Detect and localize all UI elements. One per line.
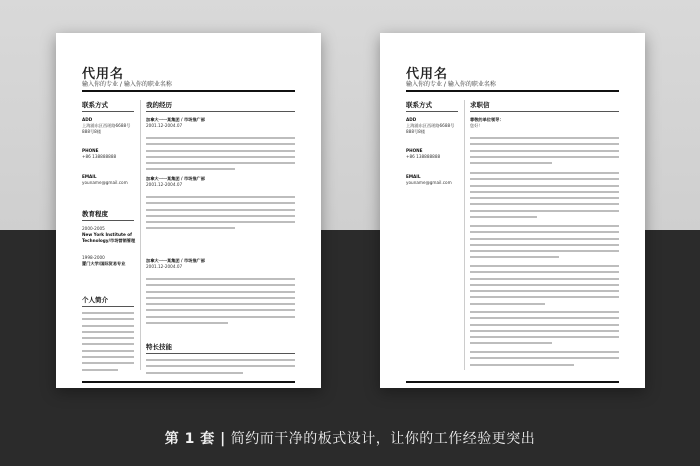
caption [0, 428, 700, 448]
letter-heading: 求职信 [470, 101, 490, 109]
column-divider [140, 100, 141, 370]
exp2-title: 加拿大一一某集团 / 市场推广部 [146, 176, 205, 181]
add-value-line2: 888号8楼 [406, 129, 426, 134]
add-value: 上海浦东区西瑶路6688号 [406, 123, 455, 128]
contact-heading: 联系方式 [82, 101, 108, 109]
intro-paragraph [82, 312, 134, 375]
letter-paragraph-5 [470, 311, 619, 349]
add-value-line2: 888号8楼 [82, 129, 102, 134]
contact-heading-rule [406, 111, 458, 112]
add-label: ADD [406, 117, 417, 122]
skills-heading: 特长技能 [146, 343, 172, 351]
phone-label: PHONE [82, 148, 99, 153]
edu2-years: 1998-2000 [82, 255, 105, 260]
resume-name: 代用名 [82, 67, 125, 82]
header-rule [82, 90, 295, 92]
edu1-years: 2000-2005 [82, 226, 105, 231]
exp2-date: 2001.12-2004.07 [146, 182, 183, 187]
letter-paragraph-2 [470, 172, 619, 222]
education-heading: 教育程度 [82, 210, 108, 218]
contact-heading: 联系方式 [406, 101, 432, 109]
cover-letter-sheet-right [380, 33, 645, 388]
phone-label: PHONE [406, 148, 423, 153]
email-value: youname@gmail.com [82, 180, 128, 185]
email-label: EMAIL [82, 174, 97, 179]
exp1-title: 加拿大一一某集团 / 市场推广部 [146, 117, 205, 122]
contact-heading-rule [82, 111, 134, 112]
header-rule [406, 90, 619, 92]
letter-greeting: 您好！ [470, 123, 483, 128]
exp3-date: 2001.12-2004.07 [146, 264, 183, 269]
experience-heading: 我的经历 [146, 101, 172, 109]
footer-rule [406, 381, 619, 383]
resume-subtitle: 输入你的专业 / 输入你的职业名称 [82, 81, 172, 88]
exp2-description [146, 196, 295, 234]
edu1-school: New York Institute of [82, 232, 132, 237]
letter-heading-rule [470, 111, 619, 112]
email-value: youname@gmail.com [406, 180, 452, 185]
column-divider [464, 100, 465, 370]
phone-value: +86 138888888 [406, 154, 441, 159]
letter-paragraph-1 [470, 137, 619, 168]
caption-text: 简约而干净的板式设计，让你的工作经验更突出 [230, 431, 536, 447]
footer-rule [82, 381, 295, 383]
intro-heading: 个人简介 [82, 296, 108, 304]
edu2-school: 厦门大学/国际贸易专业 [82, 261, 126, 266]
skills-description [146, 359, 295, 378]
intro-heading-rule [82, 306, 134, 307]
exp1-date: 2001.12-2004.07 [146, 123, 183, 128]
exp3-description [146, 278, 295, 328]
phone-value: +86 138888888 [82, 154, 117, 159]
cover-name: 代用名 [406, 67, 449, 82]
letter-paragraph-6 [470, 351, 619, 370]
skills-heading-rule [146, 353, 295, 354]
resume-sheet-left [56, 33, 321, 388]
exp1-description [146, 137, 295, 175]
education-heading-rule [82, 220, 134, 221]
edu1-school-line2: Technology/市场营销管理 [82, 238, 136, 243]
exp3-title: 加拿大一一某集团 / 市场推广部 [146, 258, 205, 263]
experience-heading-rule [146, 111, 295, 112]
letter-paragraph-3 [470, 225, 619, 263]
add-value: 上海浦东区西瑶路6688号 [82, 123, 131, 128]
cover-subtitle: 输入你的专业 / 输入你的职业名称 [406, 81, 496, 88]
caption-prefix: 第 1 套 | [164, 431, 226, 447]
email-label: EMAIL [406, 174, 421, 179]
letter-paragraph-4 [470, 265, 619, 309]
letter-salutation: 尊敬的单位领导： [470, 117, 504, 122]
add-label: ADD [82, 117, 93, 122]
